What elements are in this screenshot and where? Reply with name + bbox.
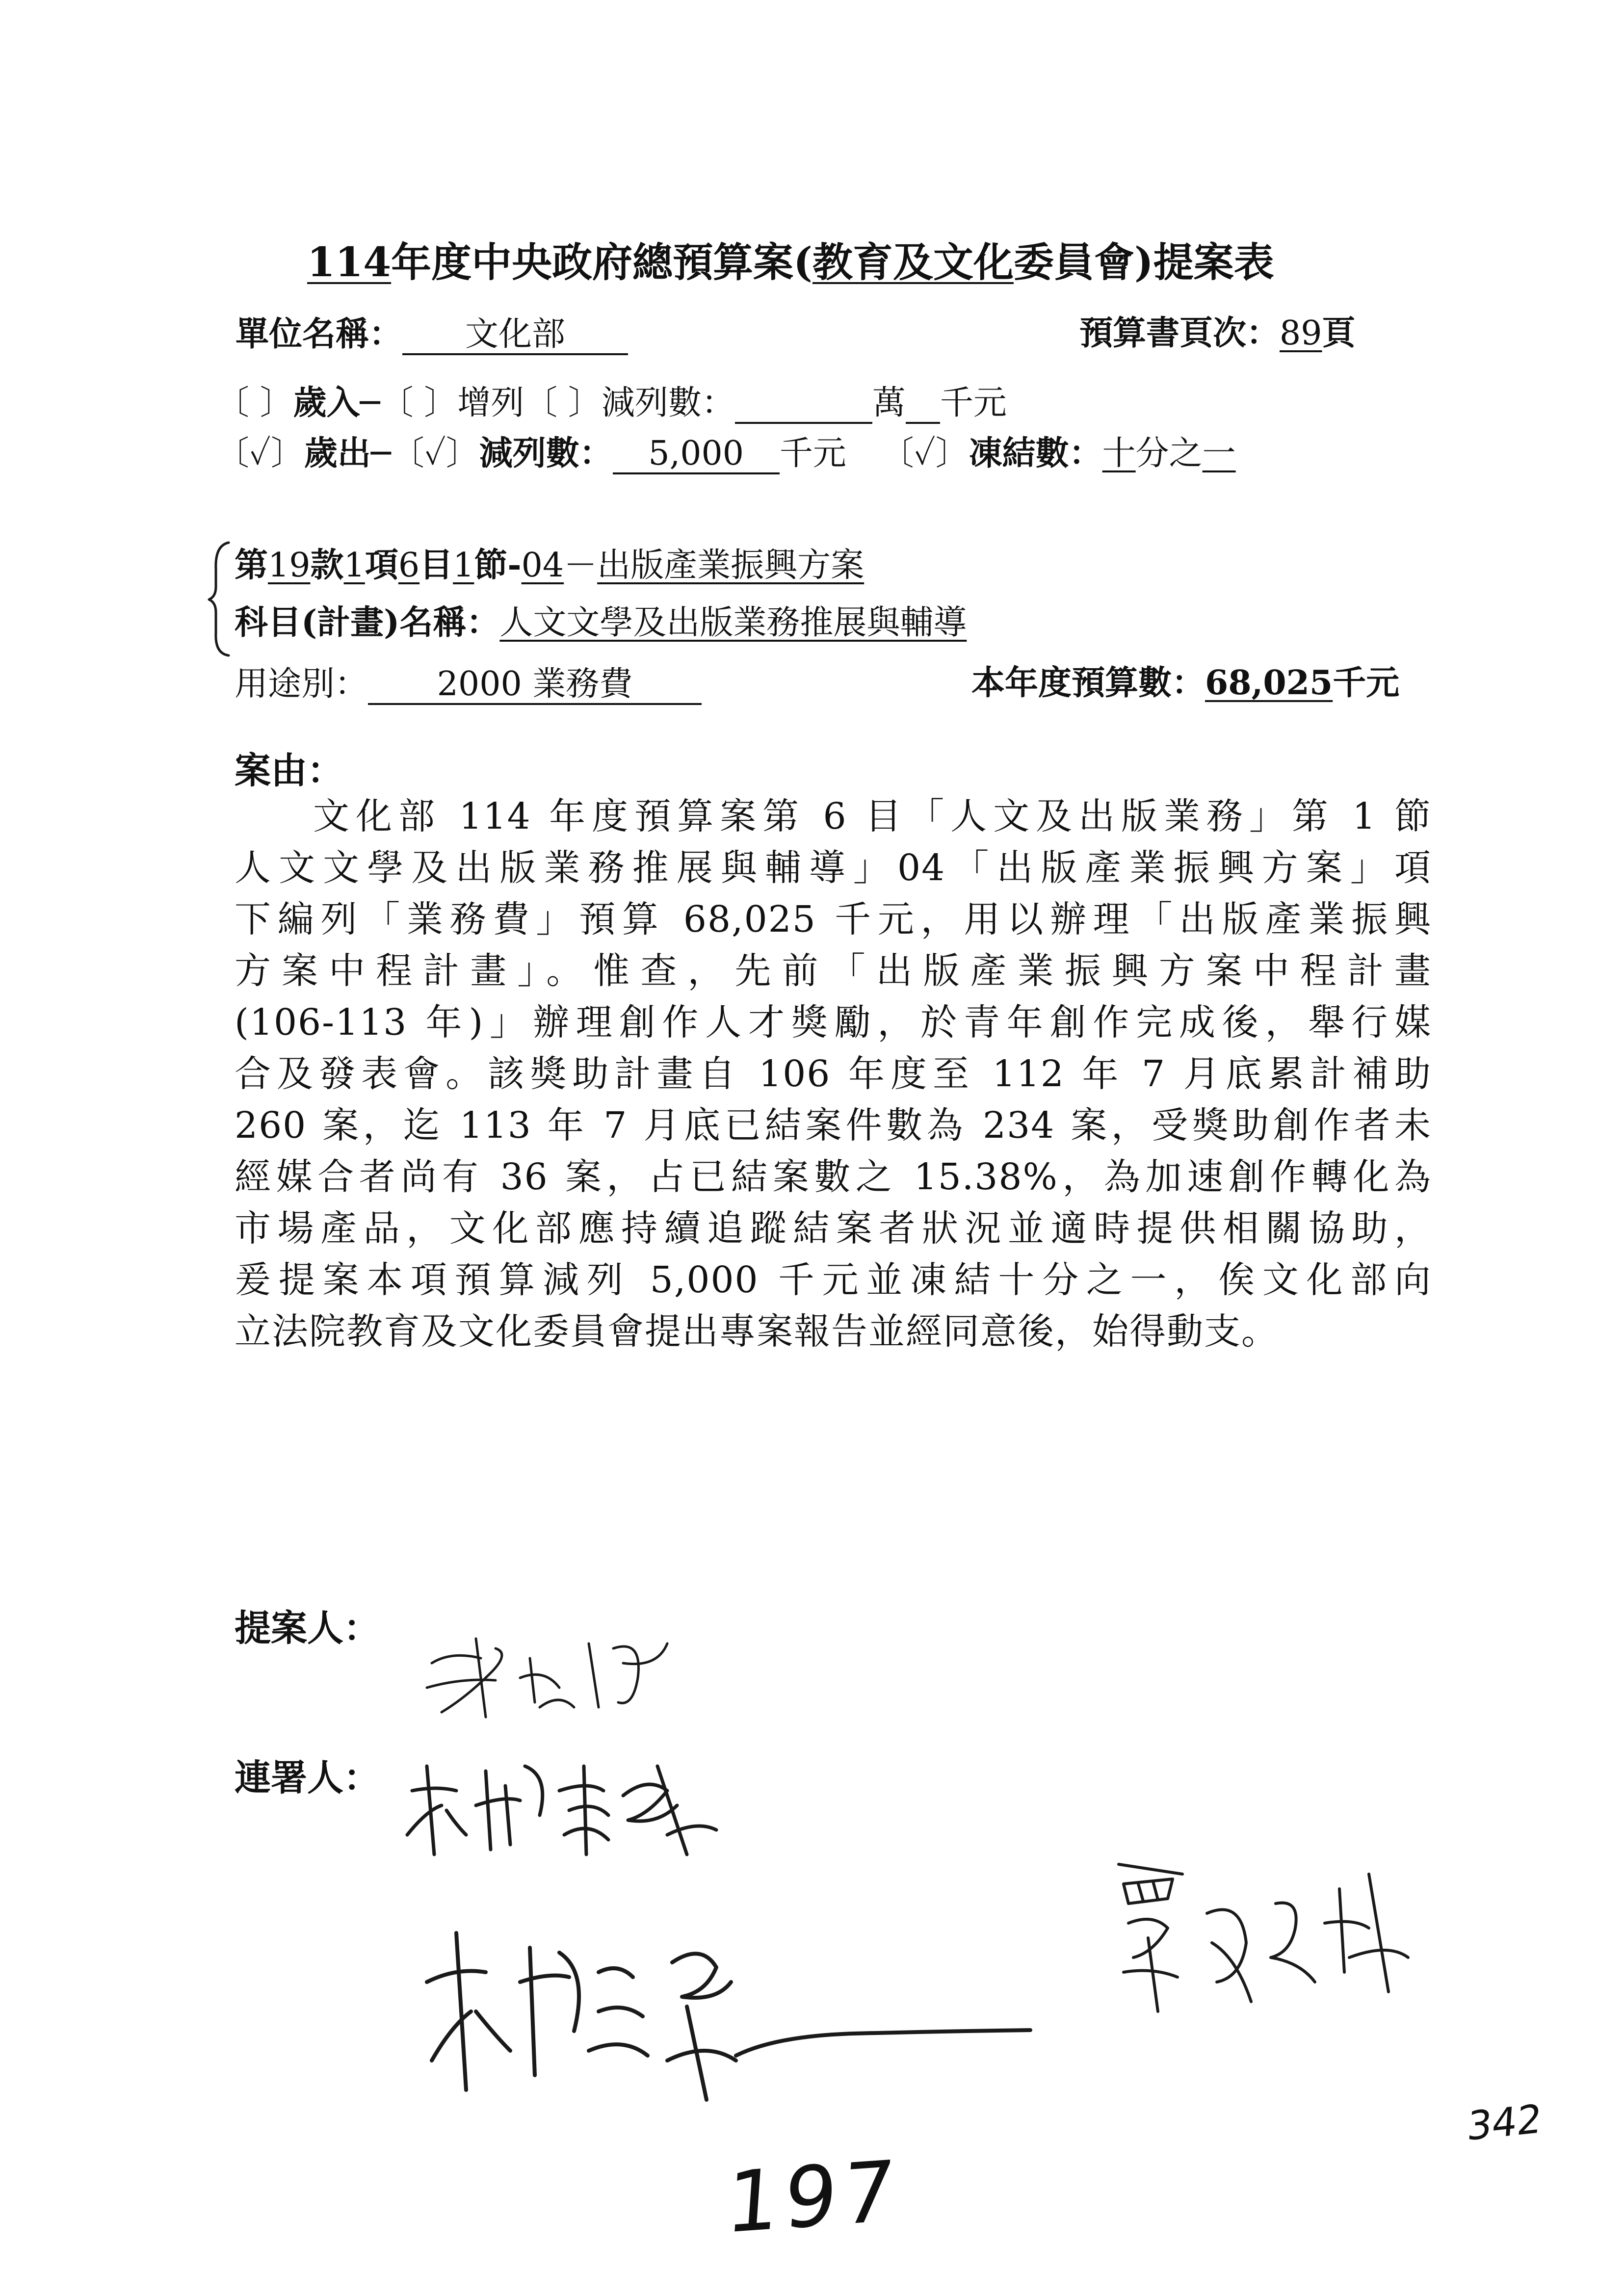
reason-line: 合及發表會。該獎助計畫自 106 年度至 112 年 7 月底累計補助 <box>235 1053 1432 1095</box>
program-code: 04 <box>521 546 564 585</box>
unit-label: 單位名稱： <box>236 314 403 354</box>
page-number: 197 <box>723 2142 904 2253</box>
freeze-value-b[interactable]: 一 <box>1202 434 1236 473</box>
page-ref-label: 預算書頁次： <box>1079 313 1280 353</box>
reason-line: 文化部 114 年度預算案第 6 目「人文及出版業務」第 1 節 <box>313 795 1432 837</box>
budget-label: 本年度預算數： <box>971 663 1205 703</box>
revenue-label: 歲入 <box>293 383 360 422</box>
reason-line: (106-113 年)」辦理創作人才獎勵，於青年創作完成後，舉行媒 <box>235 1001 1432 1044</box>
freeze-checkbox[interactable]: 〔✓〕 <box>880 434 969 473</box>
expenditure-row <box>216 436 1236 474</box>
expenditure-label: 歲出 <box>304 434 371 473</box>
reason-line: 立法院教育及文化委員會提出專案報告並經同意後，始得動支。 <box>235 1310 1279 1353</box>
reason-line: 下編列「業務費」預算 68,025 千元，用以辦理「出版產業振興 <box>235 898 1432 940</box>
decrease-value[interactable]: 5,000 <box>613 436 780 474</box>
proposer-label: 提案人： <box>235 1607 380 1649</box>
reason-line: 爰提案本項預算減列 5,000 千元並凍結十分之一，俟文化部向 <box>235 1259 1432 1301</box>
revenue-increase[interactable]: 〔 〕增列 <box>380 384 524 422</box>
freeze-value-a[interactable]: 十 <box>1102 434 1136 473</box>
reason-line: 市場產品，文化部應持續追蹤結案者狀況並適時提供相關協助， <box>235 1207 1432 1250</box>
reason-line: 人文文學及出版業務推展與輔導」04「出版產業振興方案」項 <box>235 847 1432 889</box>
xiang-suffix: 項 <box>365 546 398 585</box>
cosigner-label: 連署人： <box>235 1757 380 1799</box>
subject-value: 人文文學及出版業務推展與輔導 <box>499 603 967 642</box>
freeze-label: 凍結數： <box>969 434 1102 473</box>
title-post: 委員會)提案表 <box>1014 239 1274 286</box>
expenditure-checkbox[interactable]: 〔✓〕 <box>216 434 304 473</box>
kuan-suffix: 款 <box>310 546 344 585</box>
revenue-amount-blank-2[interactable] <box>906 385 940 424</box>
program-bracket <box>206 540 236 657</box>
corner-number: 342 <box>1466 2095 1544 2150</box>
decrease-unit: 千元 <box>779 434 846 473</box>
page-ref-suffix: 頁 <box>1322 313 1356 353</box>
subject-row <box>235 603 967 642</box>
proposer-signature <box>412 1604 756 1732</box>
mu-value: 6 <box>398 546 420 585</box>
reason-heading: 案由： <box>235 750 343 792</box>
revenue-row <box>216 385 1007 424</box>
xiang-value: 1 <box>343 546 365 585</box>
usage-row <box>235 666 702 705</box>
unit-row <box>236 316 628 355</box>
mu-suffix: 目 <box>419 546 453 585</box>
jie-suffix: 節- <box>474 546 522 585</box>
kuan-value: 19 <box>268 546 311 585</box>
cosigner-signature-3 <box>412 1913 1050 2159</box>
revenue-amount-blank[interactable] <box>735 385 872 424</box>
reason-line: 方案中程計畫」。惟查，先前「出版產業振興方案中程計畫 <box>235 950 1432 992</box>
program-code-sep: － <box>564 546 598 585</box>
freeze-mid: 分之 <box>1135 434 1203 473</box>
cosigner-signature-1 <box>393 1737 746 1874</box>
revenue-unit-wan: 萬 <box>872 384 906 422</box>
decrease-checkbox[interactable]: 〔✓〕 <box>391 434 479 473</box>
reason-line: 260 案，迄 113 年 7 月底已結案件數為 234 案，受獎助創作者未 <box>235 1104 1432 1147</box>
revenue-decrease[interactable]: 〔 〕減列數： <box>524 384 735 422</box>
title-year: 114 <box>307 239 392 286</box>
budget-unit: 千元 <box>1333 663 1400 703</box>
budget-value: 68,025 <box>1205 663 1333 703</box>
reason-body <box>235 791 1432 1357</box>
title-pre: 年度中央政府總預算案( <box>391 239 812 286</box>
revenue-unit-thousand: 千元 <box>940 384 1007 422</box>
page-ref-value: 89 <box>1280 314 1322 353</box>
kuan-prefix: 第 <box>235 546 268 585</box>
reason-line: 經媒合者尚有 36 案，占已結案數之 15.38%，為加速創作轉化為 <box>235 1156 1432 1198</box>
revenue-dash: ─ <box>360 384 380 422</box>
subject-label: 科目(計畫)名稱： <box>235 603 500 642</box>
form-title <box>307 231 1274 288</box>
expenditure-dash: ─ <box>370 434 391 473</box>
jie-value: 1 <box>453 546 474 585</box>
budget-row <box>971 663 1400 703</box>
revenue-checkbox[interactable]: 〔 〕 <box>216 384 293 422</box>
program-row <box>235 546 864 585</box>
cosigner-signature-2 <box>1094 1845 1438 2041</box>
usage-label: 用途別： <box>235 665 368 704</box>
program-name: 出版產業振興方案 <box>597 546 864 585</box>
unit-value: 文化部 <box>402 316 628 355</box>
usage-value: 2000 業務費 <box>368 666 702 705</box>
title-committee: 教育及文化 <box>812 239 1014 286</box>
page-ref <box>1079 313 1356 353</box>
decrease-label: 減列數： <box>479 434 613 473</box>
